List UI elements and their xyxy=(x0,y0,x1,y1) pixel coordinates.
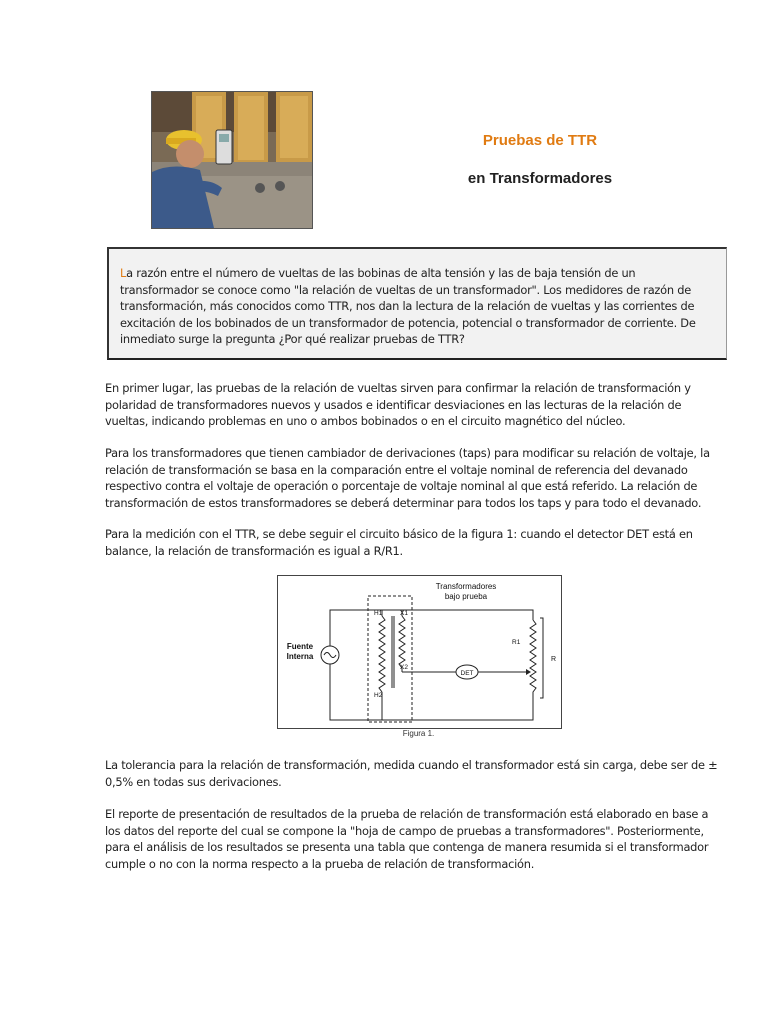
figure-source-line2: Interna xyxy=(286,652,314,661)
figure-header-line2: bajo prueba xyxy=(444,592,488,601)
intro-paragraph xyxy=(120,265,710,348)
figure-source-line1: Fuente xyxy=(286,642,314,651)
paragraph-1: En primer lugar, las pruebas de la relación de vueltas sirven para confirmar la relación de transformación y polaridad de transformadores nuevos y usados e identificar desviaciones en las lecturas de la relación de vueltas, indicando problemas en uno o ambos bobinados o en el circuito magnético del núcleo. xyxy=(105,381,691,428)
page-subtitle: en Transformadores xyxy=(467,170,613,187)
intro-dropcap: L xyxy=(120,266,127,280)
paragraph-5: El reporte de presentación de resultados de la prueba de relación de transformación está elaborado en base a los datos del reporte del cual se compone la "hoja de campo de pruebas a transformadores". Posteriormente, para el análisis de los resultados se presenta una tabla que contenga de manera resumida si el transformador cumple o no con la norma respecto a la prueba de relación de transformación. xyxy=(105,807,709,871)
label-r: R xyxy=(551,656,557,663)
technician-photo-illustration xyxy=(152,92,312,228)
figure-caption: Figura 1. xyxy=(402,729,435,738)
paragraph-3: Para la medición con el TTR, se debe seguir el circuito básico de la figura 1: cuando el detector DET está en balance, la relación de transformación es igual a R/R1. xyxy=(105,527,693,558)
label-x1: X1 xyxy=(400,610,408,617)
paragraph-4: La tolerancia para la relación de transformación, medida cuando el transformador está sin carga, debe ser de ± 0,5% en todas sus derivaciones. xyxy=(105,758,718,789)
circuit-diagram xyxy=(278,576,561,728)
label-det: DET xyxy=(460,670,474,677)
label-h1: H1 xyxy=(374,610,383,617)
circuit-figure xyxy=(277,575,562,729)
intro-text: a razón entre el número de vueltas de las bobinas de alta tensión y las de baja tensión de un transformador se conoce como "la relación de vueltas de un transformador". Los medidores de razón de transformación, más conocidos como TTR, nos dan la lectura de la relación de vueltas y las corrientes de excitación de los bobinados de un transformador de potencia, potencial o transformador de corriente. De inmediato surge la pregunta ¿Por qué realizar pruebas de TTR? xyxy=(120,266,696,346)
paragraph-2: Para los transformadores que tienen cambiador de derivaciones (taps) para modificar su relación de voltaje, la relación de transformación se basa en la comparación entre el voltaje nominal de referencia del devanado respectivo contra el voltaje de operación o porcentaje de voltaje nominal al que está referido. La relación de transformación de estos transformadores se deberá determinar para todos los taps y para todo el devanado. xyxy=(105,446,710,510)
technician-photo xyxy=(151,91,313,229)
label-r1: R1 xyxy=(512,639,521,646)
page-title: Pruebas de TTR xyxy=(482,132,598,149)
label-h2: H2 xyxy=(374,692,383,699)
figure-header-line1: Transformadores xyxy=(435,582,497,591)
label-x2: X2 xyxy=(400,664,408,671)
intro-box xyxy=(107,247,727,360)
